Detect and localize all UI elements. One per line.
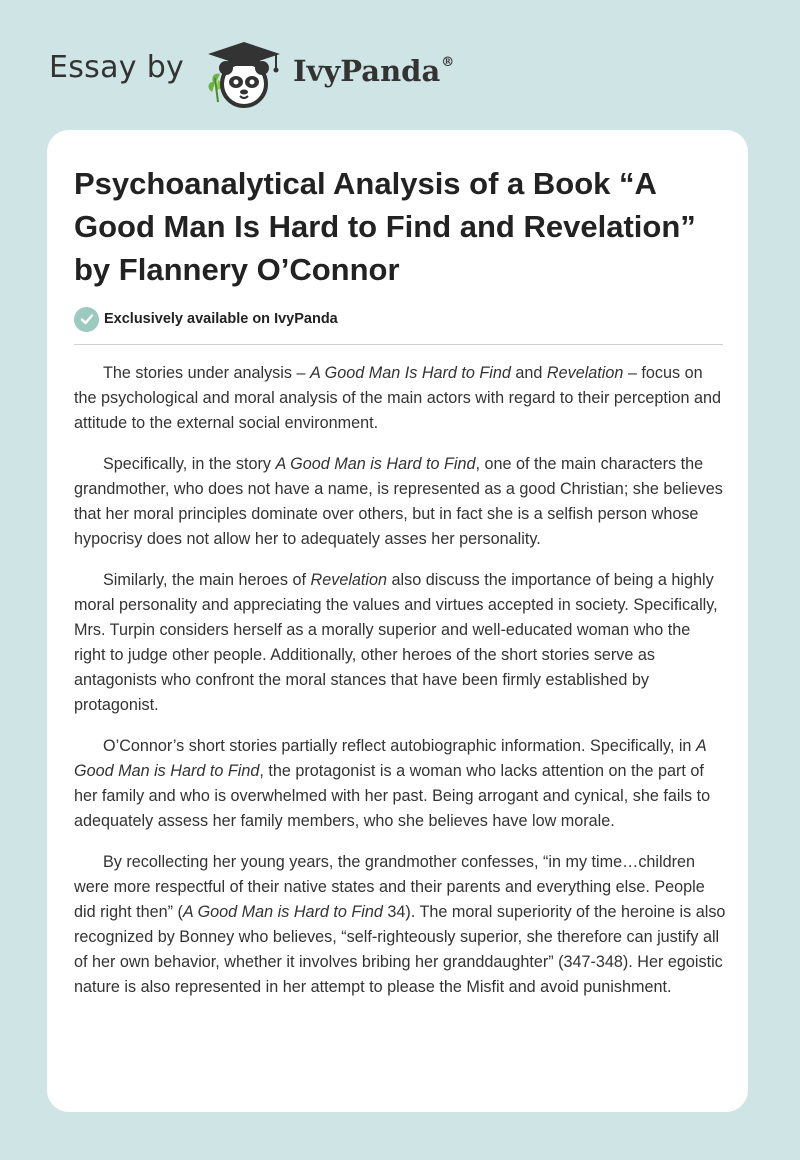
text-run: and <box>510 364 547 382</box>
italic-title: A Good Man is Hard to Find <box>74 737 707 780</box>
brand-name <box>293 54 454 88</box>
text-run: The stories under analysis – <box>103 364 310 382</box>
paragraph <box>74 568 726 718</box>
paragraph <box>74 361 726 436</box>
site-header <box>0 0 800 125</box>
italic-title: A Good Man is Hard to Find <box>275 455 476 473</box>
text-run: 34). The moral superiority of the heroine is also recognized by Bonney who believes, “self-righteously superior, she therefore can justify all of her own behavior, whether it involves bribing her granddaughter” (347-348). Her egoistic nature is also represented in her attempt to please the Misfit and avoid punishment. <box>74 903 726 996</box>
text-run: By recollecting her young years, the grandmother confesses, “in my time…children were more respectful of their native states and their parents and everything else. People did right then” ( <box>74 853 705 921</box>
italic-title: A Good Man is Hard to Find <box>182 903 383 921</box>
registered-mark: ® <box>441 55 455 71</box>
text-run: , one of the main characters the grandmother, who does not have a name, is represented as a good Christian; she believes that her moral principles dominate over others, but in fact she is a selfish person whose hypocrisy does not allow her to adequately asses her personality. <box>74 455 723 548</box>
essay-title: Psychoanalytical Analysis of a Book “A Good Man Is Hard to Find and Revelation” by Flannery O’Connor <box>74 166 696 287</box>
essay-card <box>47 130 748 1112</box>
check-circle-icon <box>74 307 99 332</box>
text-run: also discuss the importance of being a highly moral personality and appreciating the values and virtues accepted in society. Specifically, Mrs. Turpin considers herself as a morally superior and well-educated woman who the right to judge other people. Additionally, other heroes of the short stories serve as antagonists who confront the moral stances that have been firmly established by protagonist. <box>74 571 718 714</box>
italic-title: Revelation <box>546 364 624 382</box>
exclusive-badge <box>74 306 338 332</box>
italic-title: Revelation <box>310 571 388 589</box>
paragraph <box>74 452 726 552</box>
paragraph <box>74 850 726 1000</box>
italic-title: A Good Man Is Hard to Find <box>309 364 511 382</box>
text-run: O’Connor’s short stories partially reflect autobiographic information. Specifically, in <box>103 737 696 755</box>
text-run: Similarly, the main heroes of <box>103 571 311 589</box>
text-run: Specifically, in the story <box>103 455 276 473</box>
panda-logo-icon <box>200 34 290 110</box>
essay-body <box>74 361 726 1016</box>
essay-by-label: Essay by <box>49 50 185 85</box>
divider <box>74 344 723 345</box>
exclusive-label: Exclusively available on IvyPanda <box>104 311 338 327</box>
paragraph <box>74 734 726 834</box>
text-run: – focus on the psychological and moral analysis of the main actors with regard to their perception and attitude to the external social environment. <box>74 364 721 432</box>
text-run: , the protagonist is a woman who lacks attention on the part of her family and who is overwhelmed with her past. Being arrogant and cynical, she fails to adequately assess her family members, who she believes have low morale. <box>74 762 711 830</box>
brand-text: IvyPanda <box>293 54 441 88</box>
